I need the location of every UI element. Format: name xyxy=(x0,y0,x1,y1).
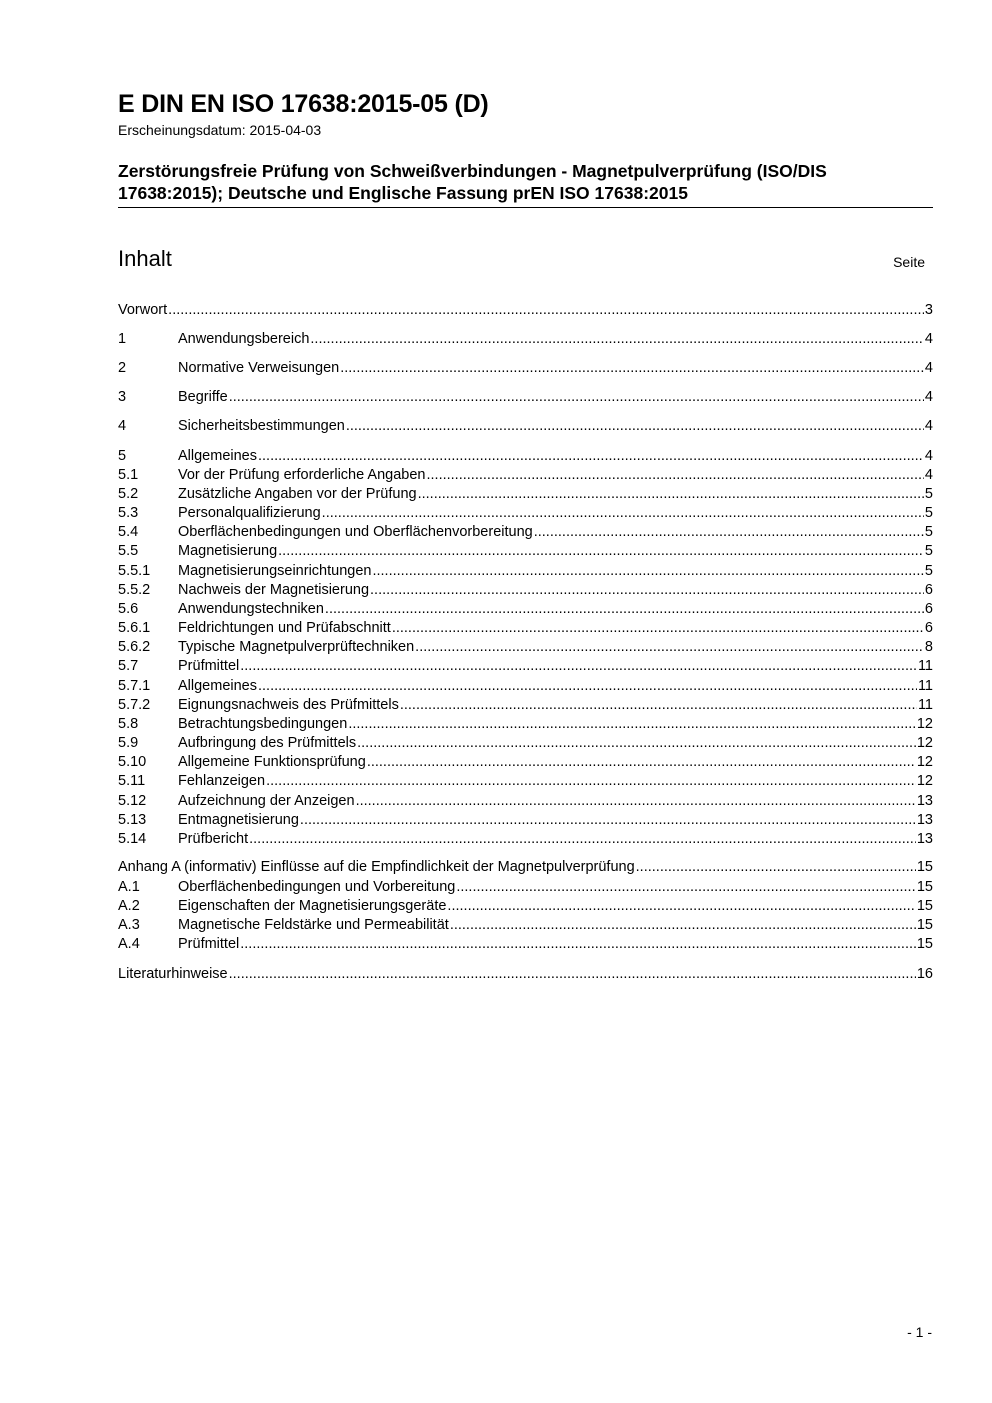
toc-dot-leader xyxy=(367,753,916,772)
toc-entry-number: 5.6.2 xyxy=(118,639,151,655)
toc-entry-page: 4 xyxy=(924,448,933,464)
toc-entry-title: Oberflächenbedingungen und Vorbereitung xyxy=(178,879,456,895)
toc-entry-page: 13 xyxy=(916,793,933,809)
document-title xyxy=(118,160,938,204)
toc-entry-page: 6 xyxy=(924,601,933,617)
toc-entry-number: 5.6.1 xyxy=(118,620,151,636)
toc-entry-title: Sicherheitsbestimmungen xyxy=(178,418,345,434)
toc-entry-title: Entmagnetisierung xyxy=(178,812,299,828)
toc-entry-title: Aufzeichnung der Anzeigen xyxy=(178,793,355,809)
toc-entry[interactable] xyxy=(118,715,933,734)
toc-entry[interactable] xyxy=(118,447,933,466)
toc-entry-title: Eignungsnachweis des Prüfmittels xyxy=(178,697,399,713)
toc-entry-page: 11 xyxy=(917,678,933,694)
toc-entry[interactable] xyxy=(118,830,933,849)
toc-entry-page: 5 xyxy=(924,486,933,502)
toc-entry-title: Typische Magnetpulverprüftechniken xyxy=(178,639,415,655)
toc-dot-leader xyxy=(168,301,924,320)
toc-dot-leader xyxy=(636,858,916,877)
toc-entry-page: 15 xyxy=(916,936,933,952)
toc-entry-page: 12 xyxy=(916,773,933,789)
toc-entry-page: 16 xyxy=(916,966,933,982)
toc-entry-title: Fehlanzeigen xyxy=(178,773,266,789)
toc-dot-leader xyxy=(415,638,924,657)
toc-entry-number: 5.7.1 xyxy=(118,678,151,694)
toc-entry[interactable] xyxy=(118,858,933,877)
toc-entry-page: 3 xyxy=(924,302,933,318)
toc-entry[interactable] xyxy=(118,330,933,349)
toc-entry-number: 5 xyxy=(118,448,127,464)
toc-entry-title: Eigenschaften der Magnetisierungsgeräte xyxy=(178,898,447,914)
toc-entry-page: 5 xyxy=(924,505,933,521)
toc-dot-leader xyxy=(418,485,924,504)
toc-entry[interactable] xyxy=(118,417,933,436)
toc-entry-number: 3 xyxy=(118,389,127,405)
toc-entry[interactable] xyxy=(118,811,933,830)
toc-dot-leader xyxy=(325,600,924,619)
toc-entry[interactable] xyxy=(118,677,933,696)
publication-date: Erscheinungsdatum: 2015-04-03 xyxy=(118,122,322,138)
toc-entry[interactable] xyxy=(118,772,933,791)
toc-dot-leader xyxy=(249,830,916,849)
toc-entry-page: 12 xyxy=(916,735,933,751)
toc-entry-page: 13 xyxy=(916,831,933,847)
toc-entry[interactable] xyxy=(118,965,933,984)
toc-entry-title: Nachweis der Magnetisierung xyxy=(178,582,370,598)
toc-entry-number: 5.5.1 xyxy=(118,563,151,579)
toc-dot-leader xyxy=(258,677,917,696)
toc-entry-title: Personalqualifizierung xyxy=(178,505,321,521)
toc-entry[interactable] xyxy=(118,657,933,676)
toc-entry-page: 11 xyxy=(917,658,933,674)
toc-entry[interactable] xyxy=(118,638,933,657)
toc-dot-leader xyxy=(357,734,916,753)
toc-entry[interactable] xyxy=(118,753,933,772)
toc-dot-leader xyxy=(400,696,917,715)
toc-heading: Inhalt xyxy=(118,246,172,271)
toc-entry[interactable] xyxy=(118,562,933,581)
toc-entry-number: A.2 xyxy=(118,898,140,914)
toc-dot-leader xyxy=(300,811,916,830)
toc-entry-number: 5.3 xyxy=(118,505,139,521)
toc-entry-page: 13 xyxy=(916,812,933,828)
toc-entry-number: 5.10 xyxy=(118,754,147,770)
toc-entry-page: 4 xyxy=(924,467,933,483)
toc-entry-page: 8 xyxy=(924,639,933,655)
toc-dot-leader xyxy=(370,581,924,600)
toc-entry-number: A.4 xyxy=(118,936,140,952)
toc-entry-number: 5.12 xyxy=(118,793,147,809)
toc-entry-title: Anhang A (informativ) Einflüsse auf die Empfindlichkeit der Magnetpulverprüfung xyxy=(118,859,635,875)
toc-entry-page: 15 xyxy=(916,917,933,933)
toc-dot-leader xyxy=(447,897,915,916)
toc-entry-title: Magnetisierung xyxy=(178,543,278,559)
toc-entry-number: 5.2 xyxy=(118,486,139,502)
toc-page-label: Seite xyxy=(893,254,925,270)
toc-entry-number: 4 xyxy=(118,418,127,434)
toc-dot-leader xyxy=(240,935,916,954)
toc-entry[interactable] xyxy=(118,542,933,561)
toc-entry-page: 5 xyxy=(924,524,933,540)
toc-entry[interactable] xyxy=(118,734,933,753)
toc-entry[interactable] xyxy=(118,916,933,935)
toc-entry-number: 5.5.2 xyxy=(118,582,151,598)
toc-entry[interactable] xyxy=(118,523,933,542)
toc-dot-leader xyxy=(356,792,916,811)
toc-entry-number: 5.7 xyxy=(118,658,139,674)
toc-entry-title: Prüfmittel xyxy=(178,658,240,674)
toc-entry[interactable] xyxy=(118,581,933,600)
page-number: - 1 - xyxy=(907,1324,932,1340)
toc-dot-leader xyxy=(534,523,924,542)
toc-entry[interactable] xyxy=(118,619,933,638)
toc-entry-title: Allgemeines xyxy=(178,678,257,694)
toc-entry-title: Anwendungsbereich xyxy=(178,331,310,347)
toc-dot-leader xyxy=(348,715,916,734)
toc-entry-number: A.1 xyxy=(118,879,140,895)
toc-dot-leader xyxy=(310,330,924,349)
toc-entry-page: 4 xyxy=(924,331,933,347)
toc-entry-page: 12 xyxy=(916,716,933,732)
toc-entry-number: 5.6 xyxy=(118,601,139,617)
toc-entry-number: 5.11 xyxy=(118,773,146,789)
toc-entry[interactable] xyxy=(118,792,933,811)
toc-entry-title: Aufbringung des Prüfmittels xyxy=(178,735,357,751)
toc-entry-number: 5.1 xyxy=(118,467,139,483)
toc-entry[interactable] xyxy=(118,485,933,504)
toc-entry[interactable] xyxy=(118,504,933,523)
toc-entry-page: 4 xyxy=(924,360,933,376)
document-title-line-1: Zerstörungsfreie Prüfung von Schweißverbindungen - Magnetpulverprüfung (ISO/DIS xyxy=(118,161,827,181)
toc-entry-page: 4 xyxy=(924,389,933,405)
toc-entry[interactable] xyxy=(118,878,933,897)
toc-entry-number: 5.7.2 xyxy=(118,697,151,713)
toc-dot-leader xyxy=(229,965,916,984)
toc-entry-title: Begriffe xyxy=(178,389,228,405)
toc-entry-title: Magnetische Feldstärke und Permeabilität xyxy=(178,917,449,933)
toc-entry-page: 6 xyxy=(924,620,933,636)
toc-entry[interactable] xyxy=(118,696,933,715)
toc-entry-number: 2 xyxy=(118,360,127,376)
toc-entry-page: 11 xyxy=(917,697,933,713)
toc-entry-page: 4 xyxy=(924,418,933,434)
toc-dot-leader xyxy=(372,562,923,581)
toc-entry-page: 5 xyxy=(924,543,933,559)
toc-dot-leader xyxy=(450,916,916,935)
toc-entry[interactable] xyxy=(118,466,933,485)
toc-dot-leader xyxy=(229,388,924,407)
toc-dot-leader xyxy=(322,504,924,523)
toc-entry-title: Anwendungstechniken xyxy=(178,601,324,617)
toc-dot-leader xyxy=(240,657,917,676)
toc-dot-leader xyxy=(340,359,924,378)
toc-entry[interactable] xyxy=(118,301,933,320)
toc-entry-number: 5.8 xyxy=(118,716,139,732)
toc-entry-title: Prüfmittel xyxy=(178,936,240,952)
title-divider xyxy=(118,207,933,208)
toc-entry-title: Normative Verweisungen xyxy=(178,360,340,376)
toc-entry-title: Oberflächenbedingungen und Oberflächenvorbereitung xyxy=(178,524,533,540)
toc-entry[interactable] xyxy=(118,897,933,916)
toc-dot-leader xyxy=(392,619,924,638)
toc-dot-leader xyxy=(258,447,924,466)
toc-dot-leader xyxy=(278,542,924,561)
toc-entry-page: 15 xyxy=(916,879,933,895)
toc-entry-title: Prüfbericht xyxy=(178,831,249,847)
toc-entry-title: Allgemeine Funktionsprüfung xyxy=(178,754,366,770)
toc-dot-leader xyxy=(426,466,923,485)
toc-dot-leader xyxy=(266,772,916,791)
toc-entry-page: 6 xyxy=(924,582,933,598)
toc-entry-number: 5.14 xyxy=(118,831,147,847)
toc-entry[interactable] xyxy=(118,388,933,407)
toc-entry-page: 5 xyxy=(924,563,933,579)
toc-entry-number: 5.5 xyxy=(118,543,139,559)
toc-entry-page: 12 xyxy=(916,754,933,770)
toc-entry-title: Magnetisierungseinrichtungen xyxy=(178,563,372,579)
toc-entry-page: 15 xyxy=(916,859,933,875)
toc-entry-title: Vorwort xyxy=(118,302,168,318)
toc-entry[interactable] xyxy=(118,600,933,619)
toc-entry-title: Literaturhinweise xyxy=(118,966,228,982)
toc-entry-title: Vor der Prüfung erforderliche Angaben xyxy=(178,467,426,483)
toc-entry-title: Zusätzliche Angaben vor der Prüfung xyxy=(178,486,417,502)
toc-entry-page: 15 xyxy=(916,898,933,914)
toc-entry-number: 5.4 xyxy=(118,524,139,540)
document-id: E DIN EN ISO 17638:2015-05 (D) xyxy=(118,90,489,118)
toc-dot-leader xyxy=(346,417,924,436)
document-title-line-2: 17638:2015); Deutsche und Englische Fassung prEN ISO 17638:2015 xyxy=(118,183,688,203)
toc-entry-title: Allgemeines xyxy=(178,448,257,464)
toc-entry-title: Betrachtungsbedingungen xyxy=(178,716,348,732)
toc-entry-number: A.3 xyxy=(118,917,140,933)
toc-entry-number: 1 xyxy=(118,331,127,347)
toc-entry[interactable] xyxy=(118,359,933,378)
toc-entry-number: 5.9 xyxy=(118,735,139,751)
toc-entry[interactable] xyxy=(118,935,933,954)
toc-entry-title: Feldrichtungen und Prüfabschnitt xyxy=(178,620,391,636)
toc-entry-number: 5.13 xyxy=(118,812,147,828)
toc-dot-leader xyxy=(456,878,916,897)
